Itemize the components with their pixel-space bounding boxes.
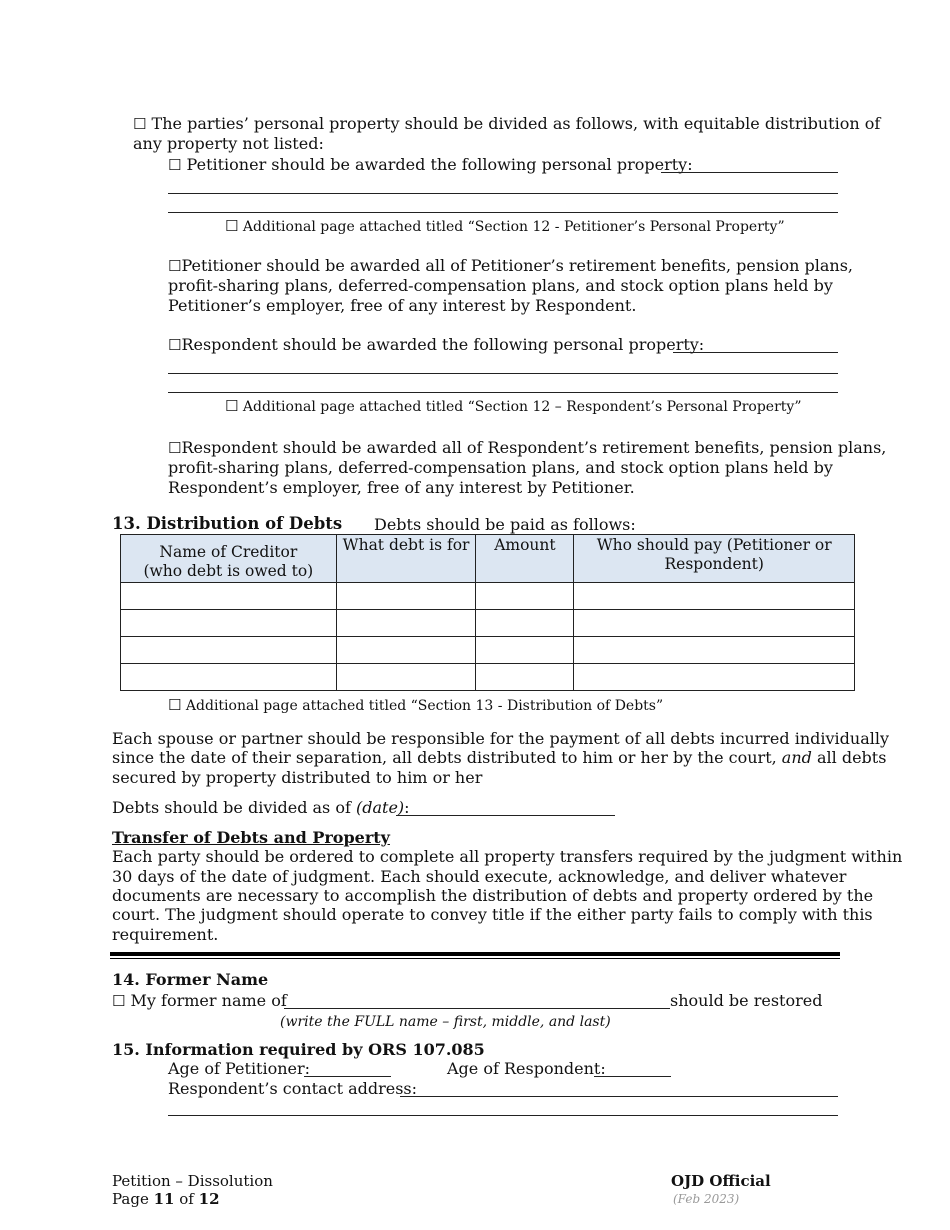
table-cell[interactable] [476,610,574,637]
table-cell[interactable] [121,610,337,637]
petitioner-property-field-line3[interactable] [168,212,838,213]
table-cell[interactable] [121,637,337,664]
table-cell[interactable] [336,610,476,637]
respondent-retirement-line3: Respondent’s employer, free of any interest by Petitioner. [168,478,635,497]
debts-divided-label: Debts should be divided as of (date): [112,798,410,817]
footer-revision: (Feb 2023) [673,1192,740,1206]
respondent-property-attachment: ☐ Additional page attached titled “Section 12 – Respondent’s Personal Property” [225,397,802,415]
respondent-property-label: ☐Respondent should be awarded the following personal property: [168,335,705,354]
table-cell[interactable] [336,583,476,610]
former-name-field[interactable] [284,1008,670,1009]
col-amount: Amount [476,535,574,583]
personal-property-intro: ☐ The parties’ personal property should be divided as follows, with equitable distribution of [133,114,881,133]
checkbox-petitioner-retirement[interactable]: ☐ [168,257,182,275]
former-name-suffix: should be restored [670,991,823,1010]
debts-responsibility-line3: secured by property distributed to him or her [112,768,483,787]
table-cell[interactable] [574,637,855,664]
respondent-retirement: ☐Respondent should be awarded all of Respondent’s retirement benefits, pension plans, [168,438,887,457]
checkbox-personal-property[interactable]: ☐ [133,115,147,133]
petitioner-property-attachment: ☐ Additional page attached titled “Section 12 - Petitioner’s Personal Property” [225,217,785,235]
respondent-property-field-line2[interactable] [168,373,838,374]
petitioner-retirement: ☐Petitioner should be awarded all of Petitioner’s retirement benefits, pension plans, [168,256,853,275]
transfer-line2: 30 days of the date of judgment. Each should execute, acknowledge, and deliver whatever [112,867,847,886]
petitioner-retirement-line2: profit-sharing plans, deferred-compensation plans, and stock option plans held by [168,276,833,295]
footer-page: Page 11 of 12 [112,1190,220,1208]
checkbox-debts-attachment[interactable]: ☐ [168,696,182,714]
ors-heading: 15. Information required by ORS 107.085 [112,1040,485,1059]
footer-title: Petition – Dissolution [112,1172,273,1190]
table-cell[interactable] [574,664,855,691]
debts-heading: 13. Distribution of Debts [112,514,343,533]
debts-table [120,534,855,691]
respondent-property-field[interactable] [673,352,838,353]
table-row [121,637,855,664]
transfer-line3: documents are necessary to accomplish the distribution of debts and property ordered by the [112,886,874,905]
transfer-line5: requirement. [112,925,219,944]
respondent-retirement-line2: profit-sharing plans, deferred-compensation plans, and stock option plans held by [168,458,833,477]
former-name-hint: (write the FULL name – first, middle, and last) [280,1014,611,1030]
transfer-line4: court. The judgment should operate to convey title if the either party fails to comply with this [112,905,873,924]
debts-subheading: Debts should be paid as follows: [374,515,636,534]
contact-address-field[interactable] [400,1096,838,1097]
footer-official: OJD Official [671,1172,771,1190]
debts-attachment: ☐ Additional page attached titled “Section 13 - Distribution of Debts” [168,696,664,714]
petitioner-property-field-line2[interactable] [168,193,838,194]
table-cell[interactable] [121,583,337,610]
age-petitioner-label: Age of Petitioner: [168,1059,311,1078]
table-cell[interactable] [336,664,476,691]
table-cell[interactable] [574,583,855,610]
col-creditor: Name of Creditor (who debt is owed to) [121,535,337,583]
checkbox-respondent-property[interactable]: ☐ [168,336,182,354]
debts-responsibility-line1: Each spouse or partner should be responsible for the payment of all debts incurred individually [112,729,890,748]
age-petitioner-field[interactable] [304,1076,391,1077]
table-row [121,583,855,610]
table-row [121,664,855,691]
checkbox-respondent-retirement[interactable]: ☐ [168,439,182,457]
checkbox-former-name[interactable]: ☐ [112,992,126,1010]
age-respondent-label: Age of Respondent: [447,1059,606,1078]
table-cell[interactable] [336,637,476,664]
section-divider-thin [110,958,840,959]
checkbox-respondent-attachment[interactable]: ☐ [225,397,239,415]
personal-property-intro-cont: any property not listed: [133,134,324,153]
table-row [121,610,855,637]
checkbox-petitioner-property[interactable]: ☐ [168,156,182,174]
table-cell[interactable] [121,664,337,691]
table-cell[interactable] [476,583,574,610]
debts-responsibility-line2: since the date of their separation, all debts distributed to him or her by the court, and all debts [112,748,887,767]
petitioner-property-field[interactable] [661,172,838,173]
petitioner-property-label: ☐ Petitioner should be awarded the following personal property: [168,155,693,174]
debts-divided-date-field[interactable] [396,815,615,816]
former-name-label: ☐ My former name of [112,991,287,1010]
table-cell[interactable] [476,664,574,691]
col-what-debt-is-for: What debt is for [336,535,476,583]
age-respondent-field[interactable] [594,1076,671,1077]
former-name-heading: 14. Former Name [112,970,269,989]
section-divider-thick [110,952,840,956]
table-cell[interactable] [476,637,574,664]
respondent-property-field-line3[interactable] [168,392,838,393]
checkbox-petitioner-attachment[interactable]: ☐ [225,217,239,235]
contact-address-field-line2[interactable] [168,1115,838,1116]
table-cell[interactable] [574,610,855,637]
transfer-heading: Transfer of Debts and Property [112,828,390,847]
contact-address-label: Respondent’s contact address: [168,1079,418,1098]
col-who-should-pay: Who should pay (Petitioner or Respondent) [574,535,855,583]
petitioner-retirement-line3: Petitioner’s employer, free of any interest by Respondent. [168,296,637,315]
transfer-line1: Each party should be ordered to complete all property transfers required by the judgment within [112,847,903,866]
